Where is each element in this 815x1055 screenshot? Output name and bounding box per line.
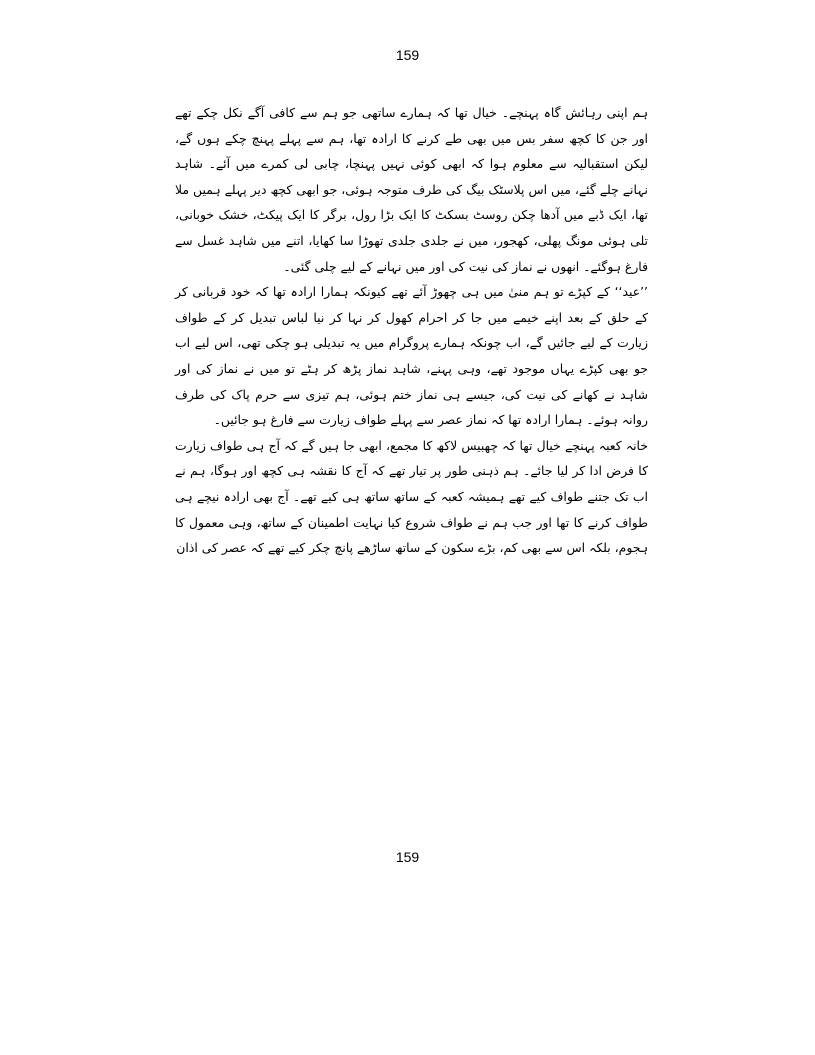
- paragraph: ہم اپنی رہائش گاہ پہنچے۔ خیال تھا کہ ہمارے ساتھی جو ہم سے کافی آگے نکل چکے تھے اور جن کا کچھ سفر بس میں بھی طے کرنے کا ارادہ تھا، ہم سے پہلے پہنچ چکے ہوں گے، لیکن استقبالیہ سے معلوم ہوا کہ ابھی کوئی نہیں پہنچا، چابی لی کمرے میں آئے۔ شاہد نہانے چلے گئے، میں اس پلاسٹک بیگ کی طرف متوجہ ہوئی، جو ابھی کچھ دیر پہلے ہمیں ملا تھا، ایک ڈبے میں آدھا چکن روسٹ بسکٹ کا ایک بڑا رول، برگر کا ایک پیکٹ، خشک خوبانی، تلی ہوئی مونگ پھلی، کھجور، میں نے جلدی جلدی تھوڑا سا کھایا، اتنے میں شاہد غسل سے فارغ ہوگئے۔ انھوں نے نماز کی نیت کی اور میں نہانے کے لیے چلی گئی۔: [175, 105, 648, 274]
- paragraph: ’’عید‘‘ کے کپڑے تو ہم منیٰ میں ہی چھوڑ آئے تھے کیونکہ ہمارا ارادہ تھا کہ خود قربانی کر کے حلق کے بعد اپنے خیمے میں جا کر احرام کھول کر نہا کر نیا لباس تبدیل کر کے طواف زیارت کے لیے جائیں گے، اب چونکہ ہمارے پروگرام میں یہ تبدیلی ہو چکی تھی، اس لیے اب جو بھی کپڑے یہاں موجود تھے، وہی پہنے، شاہد نماز پڑھ کر ہٹے تو میں نے نماز کی اور شاہد نے کھانے کی نیت کی، جیسے ہی نماز ختم ہوئی، ہم تیزی سے حرم پاک کی طرف روانہ ہوئے۔ ہمارا ارادہ تھا کہ نماز عصر سے پہلے طواف زیارت سے فارغ ہو جائیں۔: [175, 284, 648, 428]
- page-number-top: 159: [395, 47, 420, 63]
- paragraph: خانہ کعبہ پہنچے خیال تھا کہ چھبیس لاکھ کا مجمع، ابھی جا ہیں گے کہ آج ہی طواف زیارت کا فرض ادا کر لیا جائے۔ ہم ذہنی طور پر تیار تھے کہ آج کا نقشہ ہی کچھ اور ہوگا، ہم نے اب تک جتنے طواف کیے تھے ہمیشہ کعبہ کے ساتھ ساتھ ہی کیے تھے۔ آج بھی ارادہ نیچے ہی طواف کرنے کا تھا اور جب ہم نے طواف شروع کیا نہایت اطمینان کے ساتھ، وہی معمول کا ہجوم، بلکہ اس سے بھی کم، بڑے سکون کے ساتھ ساڑھے پانچ چکر کیے تھے کہ عصر کی اذان: [175, 437, 648, 556]
- body-text: [175, 100, 648, 561]
- page-number-bottom: 159: [395, 849, 420, 865]
